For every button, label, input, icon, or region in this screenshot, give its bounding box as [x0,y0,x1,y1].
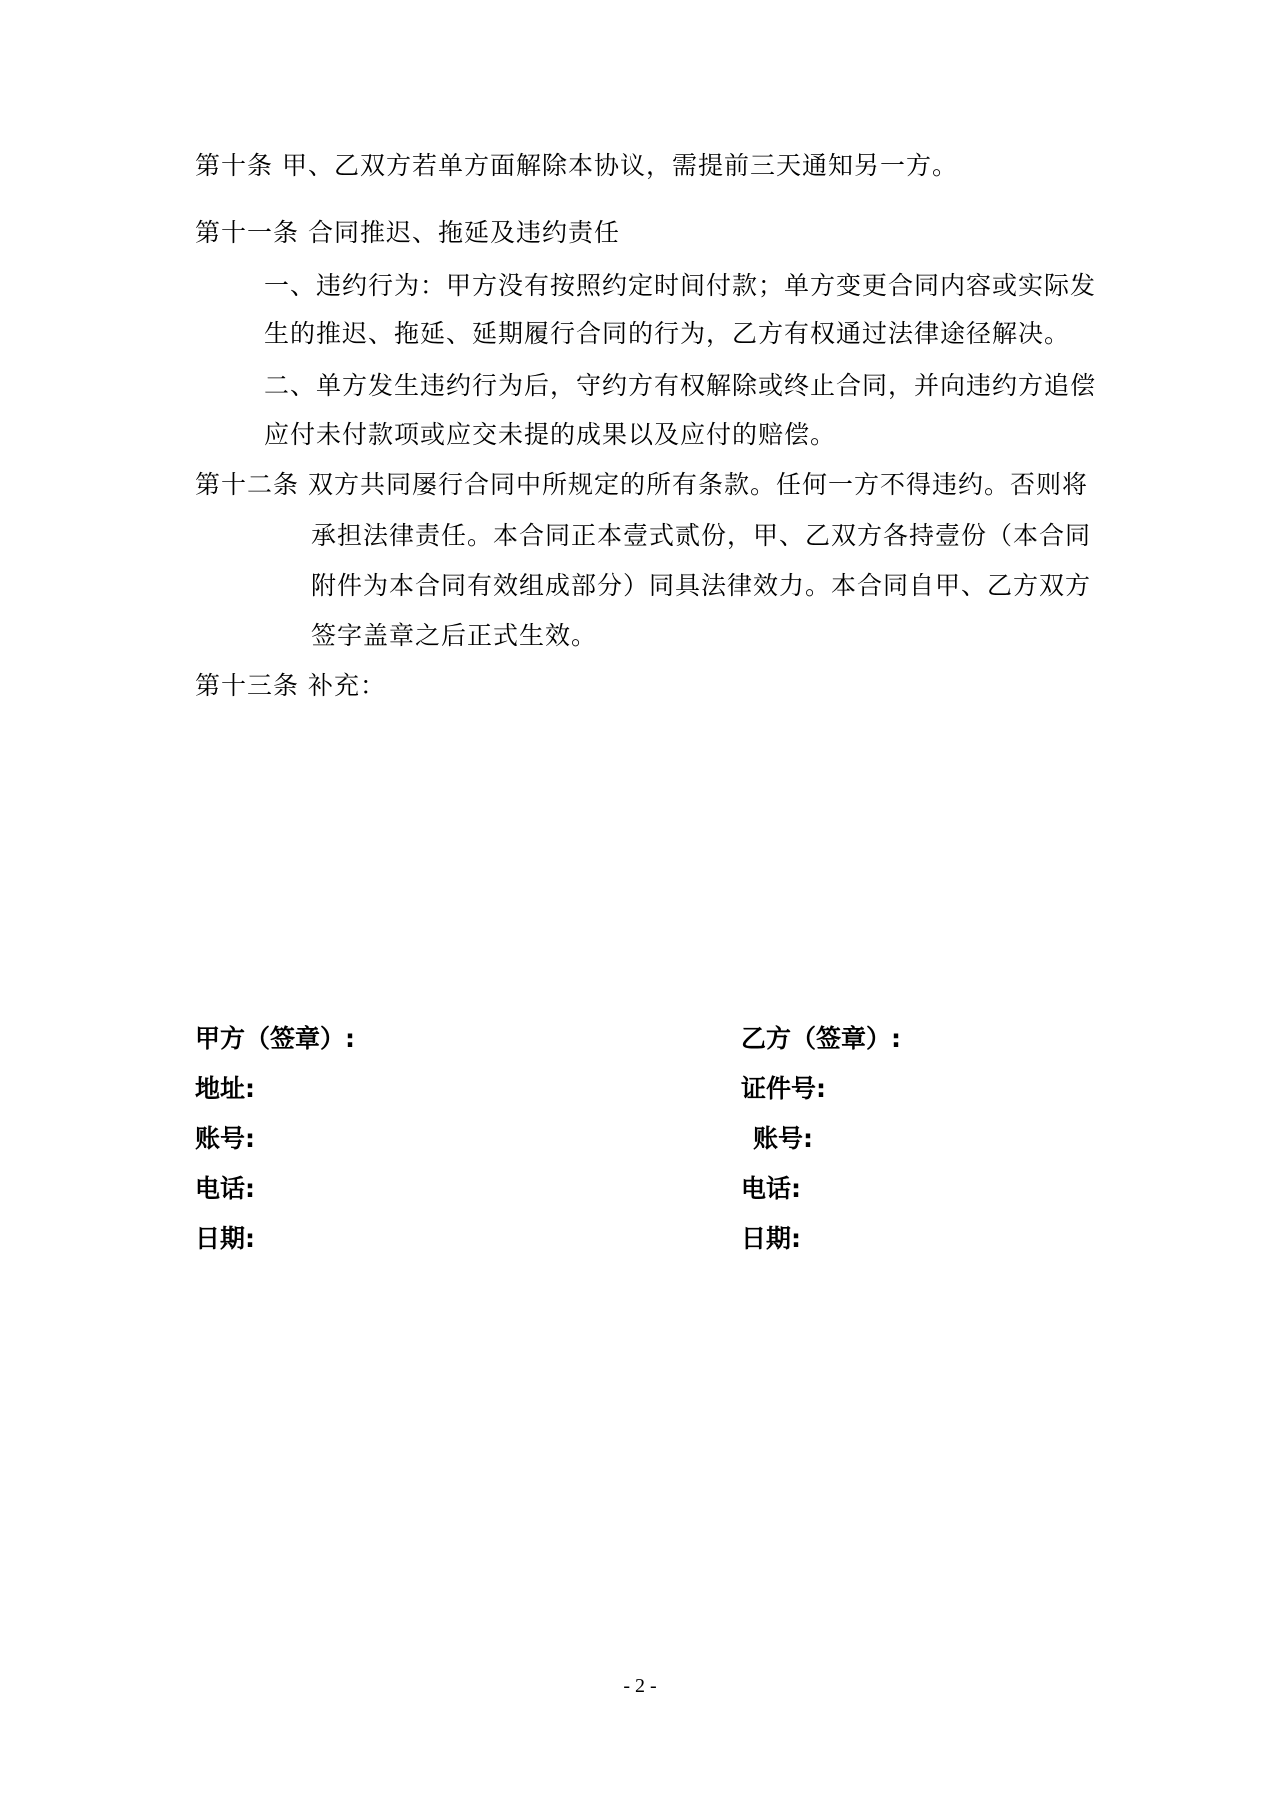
article-11-item-1-line-2: 生的推迟、拖延、延期履行合同的行为，乙方有权通过法律途径解决。 [264,319,1071,348]
party-a-date-label: 日期: [195,1224,255,1253]
party-b-date-label: 日期: [741,1224,801,1253]
article-13: 第十三条 补充： [195,671,386,700]
article-12-line-3: 附件为本合同有效组成部分）同具法律效力。本合同自甲、乙方双方 [311,571,1092,600]
party-a-seal-label: 甲方（签章）: [195,1024,355,1053]
article-12-line-2: 承担法律责任。本合同正本壹式贰份，甲、乙双方各持壹份（本合同 [311,521,1092,550]
article-12-line-1: 第十二条 双方共同屡行合同中所规定的所有条款。任何一方不得违约。否则将 [195,470,1088,499]
article-10: 第十条 甲、乙双方若单方面解除本协议，需提前三天通知另一方。 [195,151,958,180]
article-11-item-2-line-2: 应付未付款项或应交未提的成果以及应付的赔偿。 [264,420,837,449]
party-b-id-number-label: 证件号: [741,1074,826,1103]
article-12-line-4: 签字盖章之后正式生效。 [311,621,598,650]
page-number: - 2 - [623,1675,657,1697]
party-b-seal-label: 乙方（签章）: [741,1024,901,1053]
party-a-phone-label: 电话: [195,1174,255,1203]
party-a-account-label: 账号: [195,1124,255,1153]
party-b-phone-label: 电话: [741,1174,801,1203]
article-11-item-2-line-1: 二、单方发生违约行为后，守约方有权解除或终止合同，并向违约方追偿 [264,371,1097,400]
party-a-address-label: 地址: [195,1074,255,1103]
party-b-account-label: 账号: [753,1124,813,1153]
article-11-item-1-line-1: 一、违约行为：甲方没有按照约定时间付款；单方变更合同内容或实际发 [264,271,1097,300]
article-11-title: 第十一条 合同推迟、拖延及违约责任 [195,218,620,247]
